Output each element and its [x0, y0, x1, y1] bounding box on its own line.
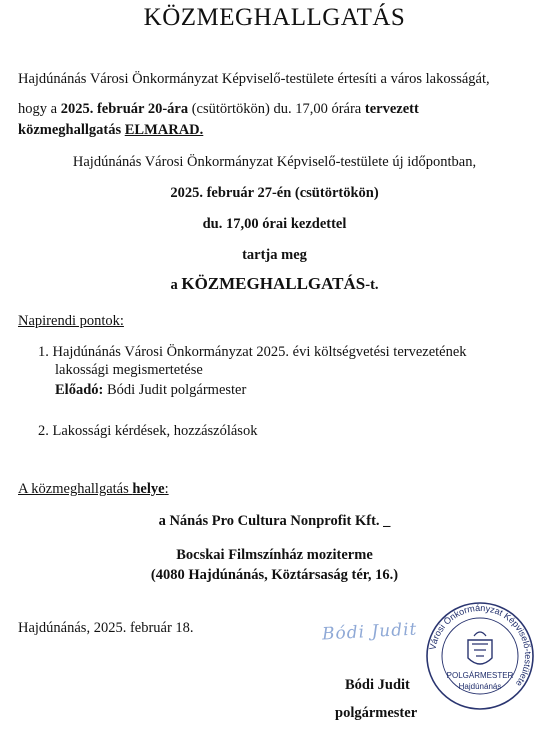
cancelled-word: ELMARAD. [124, 122, 204, 138]
stamp-inner-bottom: Hajdúnánás [458, 682, 502, 691]
handwritten-signature: Bódi Judit [321, 619, 418, 645]
event-line [0, 274, 549, 295]
new-date: 2025. február 27-én (csütörtökön) [170, 185, 379, 201]
presenter-name: Bódi Judit polgármester [103, 382, 247, 398]
venue-heading-bold: helye [132, 481, 165, 497]
holds-text: tartja meg [242, 247, 307, 263]
event-suffix: -t. [365, 277, 379, 293]
venue-organizer: a Nánás Pro Cultura Nonprofit Kft. _ [158, 513, 391, 529]
new-time: du. 17,00 órai kezdettel [202, 216, 347, 232]
original-time: (csütörtökön) du. 17,00 órára [188, 101, 365, 117]
place-and-date: Hajdúnánás, 2025. február 18. [18, 620, 194, 636]
presenter-label: Előadó: [55, 382, 104, 398]
venue-heading-post: : [164, 481, 169, 497]
intro-line-2 [18, 100, 419, 119]
new-date-intro: Hajdúnánás Városi Önkormányzat Képviselő-testülete új időpontban, [72, 154, 477, 170]
event-pre: a [170, 277, 182, 293]
planned-word: tervezett [364, 101, 419, 117]
stamp-inner-top: POLGÁRMESTER [446, 671, 514, 680]
page-title: KÖZMEGHALLGATÁS [143, 4, 406, 31]
official-stamp [424, 600, 536, 712]
agenda-item-1-line-1: 1. Hajdúnánás Városi Önkormányzat 2025. évi költségvetési tervezetének [38, 344, 467, 360]
event-word: közmeghallgatás [18, 122, 125, 138]
venue-heading-pre: A közmeghallgatás [18, 481, 133, 497]
intro-line-2-pre: hogy a [18, 101, 61, 117]
agenda-item-1-presenter [55, 381, 246, 400]
intro-line-1: Hajdúnánás Városi Önkormányzat Képviselő-testülete értesíti a város lakosságát, [18, 71, 490, 87]
signer-name: Bódi Judit [345, 677, 410, 693]
stamp-ring-text: Városi Önkormányzat Képviselő-testülete [427, 602, 534, 689]
stamp-seal-icon [424, 600, 536, 712]
venue-address: (4080 Hajdúnánás, Köztársaság tér, 16.) [150, 567, 399, 583]
agenda-item-1-line-2: lakossági megismertetése [55, 362, 203, 378]
agenda-item-2: 2. Lakossági kérdések, hozzászólások [38, 423, 258, 439]
agenda-heading: Napirendi pontok: [18, 313, 124, 329]
venue-name: Bocskai Filmszínház moziterme [176, 547, 373, 563]
venue-heading [18, 480, 169, 499]
event-name: KÖZMEGHALLGATÁS [181, 274, 366, 293]
original-date: 2025. február 20-ára [60, 101, 189, 117]
intro-line-3 [18, 121, 203, 140]
signer-role: polgármester [335, 705, 418, 721]
